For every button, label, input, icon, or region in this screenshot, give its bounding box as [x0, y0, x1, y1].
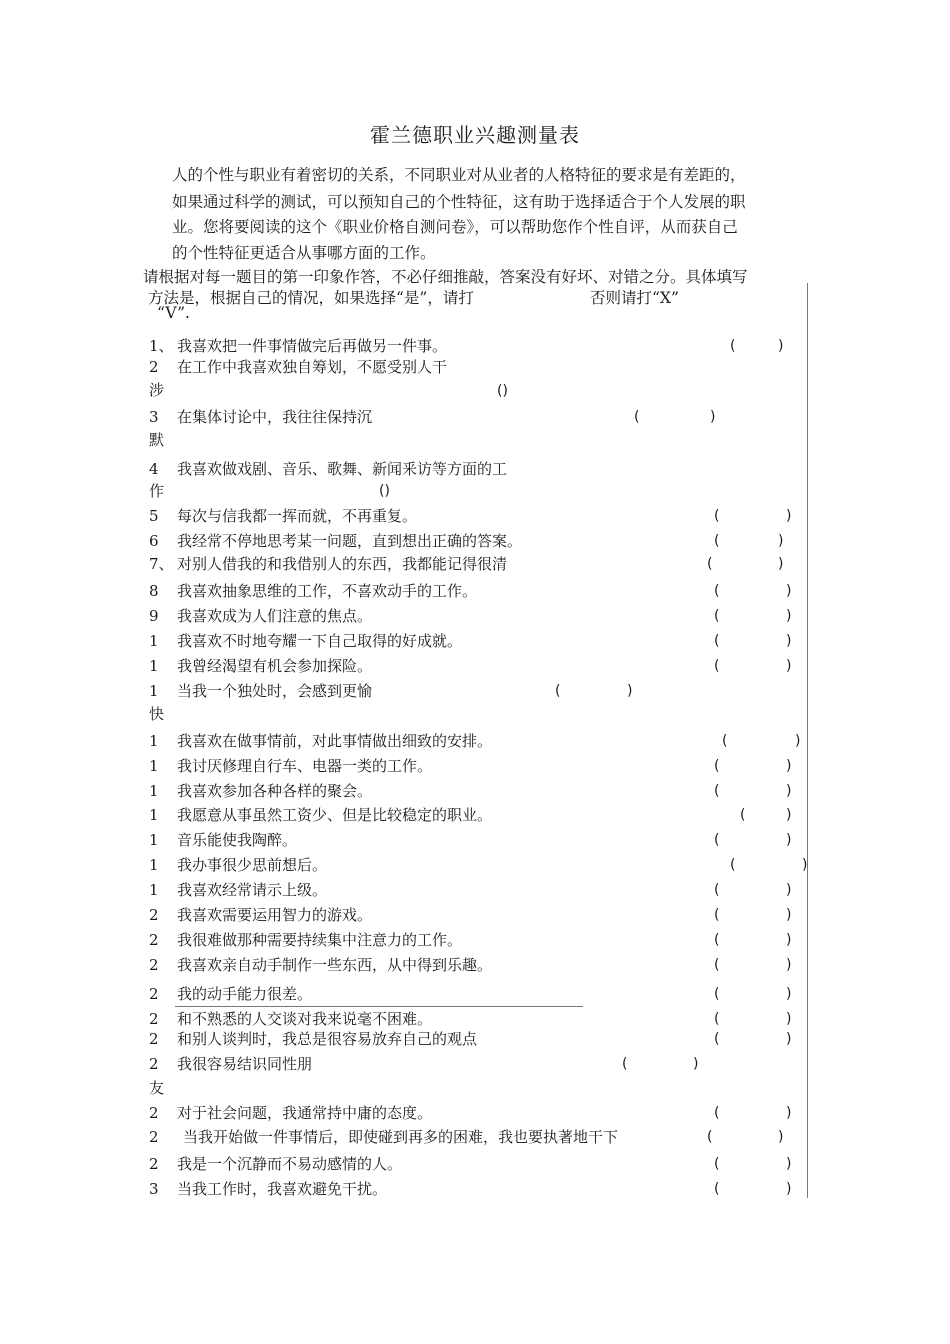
item-text: 我喜欢亲自动手制作一些东西，从中得到乐趣。 — [177, 956, 493, 974]
item-number: 1 — [149, 881, 159, 899]
item-text: 我喜欢做戏剧、音乐、歌舞、新闻釆访等方面的工 — [177, 460, 508, 478]
item-text-continuation: 默 — [149, 431, 165, 449]
answer-blank-open[interactable]: ( — [714, 608, 720, 624]
item-number: 1 — [149, 732, 159, 750]
answer-blank-open[interactable]: ( — [714, 907, 720, 923]
item-number: 2 — [149, 985, 159, 1003]
answer-blank-close[interactable]: ) — [627, 683, 633, 699]
item-number: 2 — [149, 1104, 159, 1122]
right-border-rule — [807, 283, 808, 1198]
item-number: 1 — [149, 782, 159, 800]
item-text: 当我开始做一件事情后，即使碰到再多的困难，我也要执著地干下 — [183, 1128, 619, 1146]
answer-blank-close[interactable]: ) — [786, 1156, 792, 1172]
answer-blank-close[interactable]: ) — [786, 986, 792, 1002]
item-text-continuation: 友 — [149, 1079, 165, 1097]
answer-blank-open[interactable]: ( — [722, 733, 728, 749]
answer-blank-close[interactable]: ) — [802, 857, 808, 873]
item-text: 当我工作时，我喜欢避免干扰。 — [177, 1180, 388, 1198]
item-number: 5 — [149, 507, 159, 525]
instructions-line-3: “V”. — [157, 304, 190, 322]
answer-blank-close[interactable]: ) — [693, 1056, 699, 1072]
answer-blank-close[interactable]: ) — [786, 957, 792, 973]
answer-blank-open[interactable]: ( — [714, 1105, 720, 1121]
item-number: 2 — [149, 906, 159, 924]
answer-blank-open[interactable]: ( — [714, 583, 720, 599]
item-text: 我是一个沉静而不易动感情的人。 — [177, 1155, 403, 1173]
answer-blank-close[interactable]: ) — [710, 409, 716, 425]
answer-blank-close[interactable]: ) — [778, 533, 784, 549]
item-text: 在集体讨论中，我往往保持沉 — [177, 408, 373, 426]
item-text: 我曾经渴望有机会参加探险。 — [177, 657, 373, 675]
answer-blank-close[interactable]: ) — [786, 907, 792, 923]
answer-blank-open[interactable]: ( — [622, 1056, 628, 1072]
item-number: 9 — [149, 607, 159, 625]
answer-blank-open[interactable]: ( — [714, 986, 720, 1002]
page-title: 霍兰德职业兴趣测量表 — [370, 123, 580, 147]
answer-blank-close[interactable]: ) — [786, 633, 792, 649]
divider-rule — [175, 1006, 583, 1007]
item-number: 6 — [149, 532, 159, 550]
answer-blank-close[interactable]: ) — [786, 932, 792, 948]
item-text: 我喜欢成为人们注意的焦点。 — [177, 607, 373, 625]
answer-blank-open[interactable]: ( — [714, 1156, 720, 1172]
answer-blank[interactable]: () — [497, 383, 508, 399]
answer-blank-close[interactable]: ) — [786, 583, 792, 599]
instructions-line-2b: 否则请打“X” — [590, 289, 679, 307]
item-number: 1 — [149, 856, 159, 874]
answer-blank-open[interactable]: ( — [555, 683, 561, 699]
answer-blank-open[interactable]: ( — [714, 832, 720, 848]
intro-line-4: 的个性特征更适合从事哪方面的工作。 — [172, 244, 436, 262]
answer-blank-open[interactable]: ( — [714, 783, 720, 799]
item-number: 1 — [149, 632, 159, 650]
item-number: 2 — [149, 956, 159, 974]
item-number: 1 — [149, 682, 159, 700]
item-text: 我喜欢在做事情前，对此事情做出细致的安排。 — [177, 732, 493, 750]
item-text: 我喜欢抽象思维的工作，不喜欢动手的工作。 — [177, 582, 478, 600]
item-text: 我喜欢不时地夸耀一下自己取得的好成就。 — [177, 632, 463, 650]
answer-blank-open[interactable]: ( — [714, 533, 720, 549]
item-text: 我喜欢经常请示上级。 — [177, 881, 328, 899]
item-number: 3 — [149, 1180, 159, 1198]
item-text: 我愿意从事虽然工资少、但是比较稳定的职业。 — [177, 806, 493, 824]
answer-blank-open[interactable]: ( — [730, 857, 736, 873]
item-text: 和别人谈判时，我总是很容易放弃自己的观点 — [177, 1030, 478, 1048]
item-text-continuation: 快 — [149, 705, 165, 723]
answer-blank-open[interactable]: ( — [714, 633, 720, 649]
item-number: 1 — [149, 657, 159, 675]
item-text: 当我一个独处时，会感到更愉 — [177, 682, 373, 700]
item-number: 2 — [149, 1030, 159, 1048]
item-number: 2 — [149, 1055, 159, 1073]
item-text-continuation: 作 — [149, 482, 165, 500]
item-number: 1 — [149, 757, 159, 775]
item-number: 7、 — [149, 555, 174, 573]
answer-blank-close[interactable]: ) — [786, 882, 792, 898]
item-text: 音乐能使我陶醉。 — [177, 831, 298, 849]
intro-line-1: 人的个性与职业有着密切的关系，不同职业对从业者的人格特征的要求是有差距的， — [172, 166, 746, 184]
item-text: 我喜欢把一件事情做完后再做另一件事。 — [177, 337, 448, 355]
answer-blank-open[interactable]: ( — [714, 932, 720, 948]
answer-blank-open[interactable]: ( — [714, 508, 720, 524]
answer-blank-open[interactable]: ( — [714, 957, 720, 973]
instructions-line-2a: 方法是，根据自己的情况，如果选择“是”，请打 — [148, 289, 474, 307]
item-number: 1、 — [149, 337, 174, 355]
answer-blank-open[interactable]: ( — [707, 1129, 713, 1145]
answer-blank-close[interactable]: ) — [795, 733, 801, 749]
answer-blank-open[interactable]: ( — [714, 882, 720, 898]
answer-blank-close[interactable]: ) — [786, 758, 792, 774]
instructions-line-1: 请根据对每一题目的第一印象作答，不必仔细推敲，答案没有好坏、对错之分。具体填写 — [143, 268, 748, 286]
answer-blank-close[interactable]: ) — [786, 832, 792, 848]
item-text: 我喜欢需要运用智力的游戏。 — [177, 906, 373, 924]
item-number: 2 — [149, 1128, 159, 1146]
item-text: 在工作中我喜欢独自筹划，不愿受别人干 — [177, 358, 448, 376]
answer-blank[interactable]: () — [379, 483, 390, 499]
item-text: 我的动手能力很差。 — [177, 985, 313, 1003]
item-text: 我很难做那种需要持续集中注意力的工作。 — [177, 931, 463, 949]
answer-blank-open[interactable]: ( — [740, 807, 746, 823]
answer-blank-close[interactable]: ) — [786, 1031, 792, 1047]
item-text: 我经常不停地思考某一问题，直到想出正确的答案。 — [177, 532, 523, 550]
answer-blank-close[interactable]: ) — [778, 1129, 784, 1145]
item-text: 对别人借我的和我借别人的东西，我都能记得很清 — [177, 555, 508, 573]
item-number: 1 — [149, 831, 159, 849]
item-number: 2 — [149, 1155, 159, 1173]
item-text: 每次与信我都一挥而就，不再重复。 — [177, 507, 418, 525]
item-number: 4 — [149, 460, 159, 478]
item-number: 1 — [149, 806, 159, 824]
answer-blank-open[interactable]: ( — [730, 338, 736, 354]
answer-blank-close[interactable]: ) — [778, 556, 784, 572]
answer-blank-open[interactable]: ( — [714, 758, 720, 774]
answer-blank-close[interactable]: ) — [786, 1011, 792, 1027]
answer-blank-close[interactable]: ) — [786, 807, 792, 823]
item-text: 我喜欢参加各种各样的聚会。 — [177, 782, 373, 800]
item-number: 2 — [149, 1010, 159, 1028]
item-text-continuation: 涉 — [149, 381, 165, 399]
answer-blank-open[interactable]: ( — [707, 556, 713, 572]
answer-blank-close[interactable]: ) — [786, 508, 792, 524]
answer-blank-close[interactable]: ) — [786, 1105, 792, 1121]
answer-blank-close[interactable]: ) — [778, 338, 784, 354]
item-text: 对于社会问题，我通常持中庸的态度。 — [177, 1104, 433, 1122]
answer-blank-open[interactable]: ( — [714, 658, 720, 674]
answer-blank-close[interactable]: ) — [786, 783, 792, 799]
item-number: 3 — [149, 408, 159, 426]
item-text: 我很容易结识同性朋 — [177, 1055, 313, 1073]
intro-line-2: 如果通过科学的测试，可以预知自己的个性特征，这有助于选择适合于个人发展的职 — [172, 193, 746, 211]
item-number: 8 — [149, 582, 159, 600]
item-number: 2 — [149, 931, 159, 949]
item-text: 我讨厌修理自行车、电器一类的工作。 — [177, 757, 433, 775]
answer-blank-close[interactable]: ) — [786, 608, 792, 624]
intro-line-3: 业。您将要阅读的这个《职业价格自测问卷》，可以帮助您作个性自评，从而获自己 — [172, 218, 738, 236]
item-number: 2 — [149, 358, 159, 376]
item-text: 我办事很少思前想后。 — [177, 856, 328, 874]
answer-blank-open[interactable]: ( — [714, 1011, 720, 1027]
answer-blank-close[interactable]: ) — [786, 1181, 792, 1197]
answer-blank-open[interactable]: ( — [714, 1031, 720, 1047]
item-text: 和不熟悉的人交谈对我来说毫不困难。 — [177, 1010, 433, 1028]
answer-blank-open[interactable]: ( — [714, 1181, 720, 1197]
answer-blank-open[interactable]: ( — [634, 409, 640, 425]
answer-blank-close[interactable]: ) — [786, 658, 792, 674]
